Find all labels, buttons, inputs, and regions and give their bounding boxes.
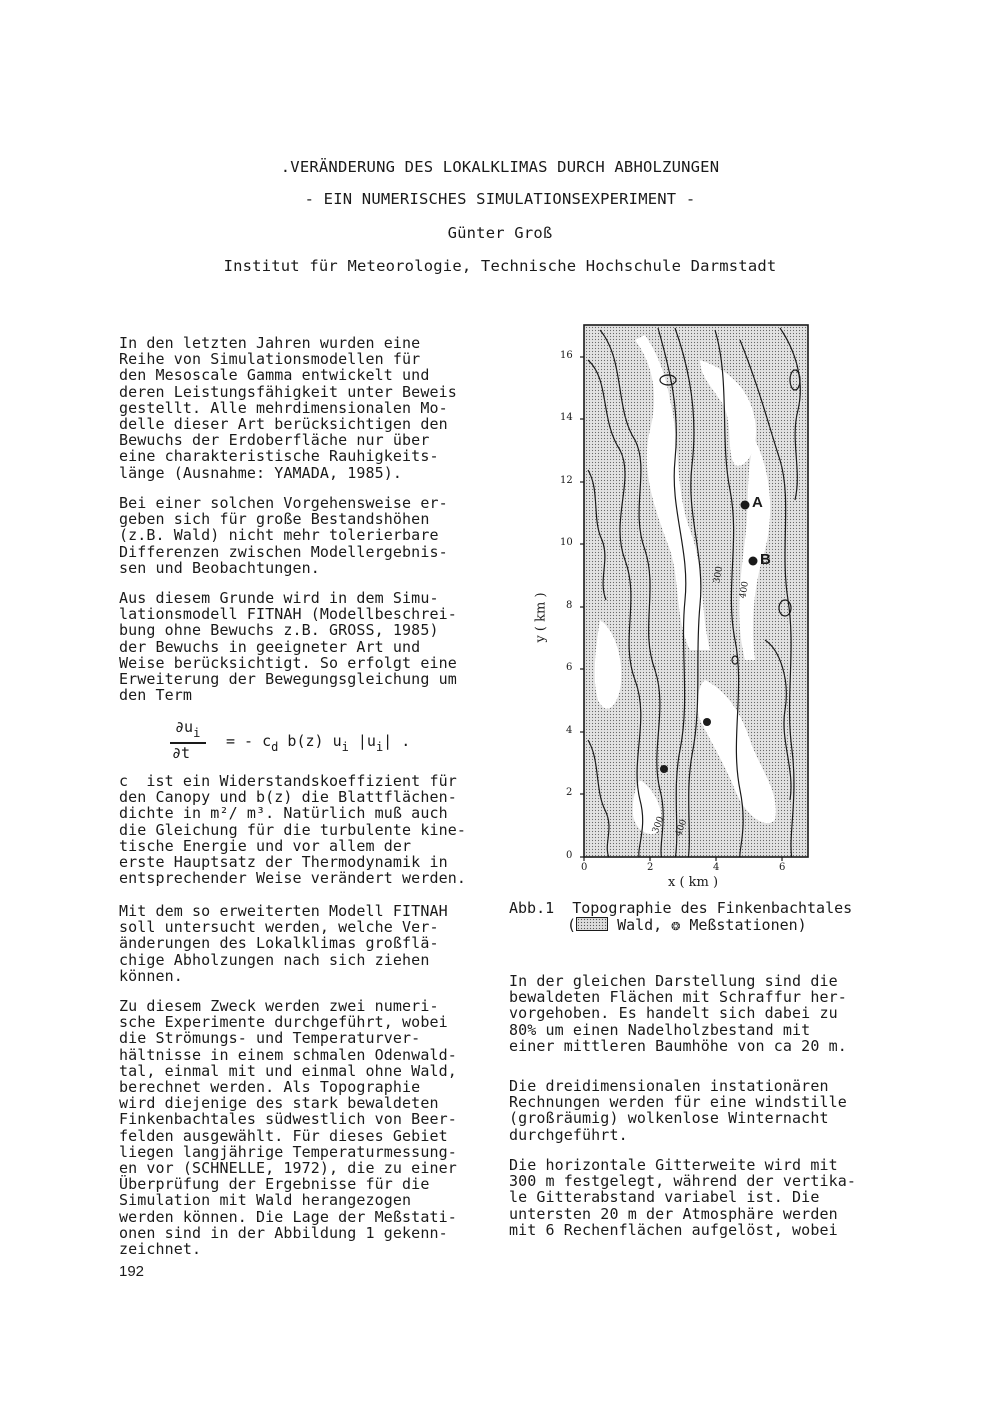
text-line: Die dreidimensionalen instationären — [509, 1077, 829, 1095]
text-line: In der gleichen Darstellung sind die — [509, 972, 838, 990]
left-paragraph-1 — [119, 335, 491, 481]
text-line: delle dieser Art berücksichtigen den — [119, 415, 448, 434]
y-tick-label: 4 — [566, 725, 573, 736]
text-line: einer mittleren Baumhöhe von ca 20 m. — [509, 1036, 847, 1055]
text-line: mit 6 Rechenflächen aufgelöst, wobei — [509, 1220, 838, 1239]
text-line: Überprüfung der Ergebnisse für die — [119, 1175, 430, 1194]
equation-right-hand-side: = - $c_d$ b(z) $u_i$ $|u_i|$ . — [226, 732, 411, 754]
text-line: soll untersucht werden, welche Ver- — [119, 918, 439, 937]
y-tick-label: 12 — [560, 475, 573, 486]
y-tick-label: 10 — [560, 537, 573, 548]
text-line: 300 m festgelegt, während der vertika- — [509, 1172, 856, 1191]
text-line: zeichnet. — [119, 1240, 202, 1259]
station-legend-icon: ❂ — [671, 916, 681, 934]
station-marker — [660, 765, 668, 773]
equation-numerator: $\partial u_i$ — [175, 718, 201, 740]
caption-wald: Wald, — [617, 916, 663, 934]
y-tick-label: 8 — [566, 600, 573, 611]
text-line: 80% um einen Nadelholzbestand mit — [509, 1020, 811, 1039]
station-marker — [703, 718, 711, 726]
text-line: bewaldeten Flächen mit Schraffur her- — [509, 988, 847, 1007]
right-paragraph-1 — [509, 973, 884, 1054]
text-line: onen sind in der Abbildung 1 gekenn- — [119, 1223, 448, 1242]
text-line: bung ohne Bewuchs z.B. GROSS, 1985) — [119, 621, 439, 640]
station-marker — [741, 501, 750, 510]
momentum-equation-term — [170, 718, 470, 768]
figure-caption — [509, 900, 852, 934]
text-line: änderungen des Lokalklimas großflä- — [119, 934, 439, 953]
text-line: sen und Beobachtungen. — [119, 558, 320, 577]
left-paragraph-6 — [119, 998, 491, 1257]
contour-value-label: 400 — [738, 580, 752, 600]
topography-map — [540, 320, 830, 895]
text-line: chige Abholzungen nach sich ziehen — [119, 950, 430, 969]
text-line: Simulation mit Wald herangezogen — [119, 1191, 412, 1210]
y-axis-label: y ( km ) — [533, 592, 549, 643]
text-line: werden können. Die Lage der Meßstati- — [119, 1207, 457, 1226]
x-tick-label: 2 — [647, 862, 654, 873]
text-line: In den letzten Jahren wurden eine — [119, 334, 421, 352]
text-line: (großräumig) wolkenlose Winternacht — [509, 1109, 829, 1128]
text-line: geben sich für große Bestandshöhen — [119, 510, 430, 529]
text-line: tische Energie und vor allem der — [119, 836, 412, 855]
text-line: berechnet werden. Als Topographie — [119, 1078, 421, 1097]
institute-affiliation: Institut für Meteorologie, Technische Hochschule Darmstadt — [223, 257, 777, 275]
text-line: den Mesoscale Gamma entwickelt und — [119, 366, 430, 385]
y-tick-label: 14 — [560, 412, 573, 423]
text-line: die Strömungs- und Temperaturver- — [119, 1029, 421, 1048]
text-line: en vor (SCHNELLE, 1972), die zu einer — [119, 1159, 457, 1178]
text-line: entsprechender Weise verändert werden. — [119, 869, 466, 888]
station-marker — [749, 557, 758, 566]
text-line: Die horizontale Gitterweite wird mit — [509, 1156, 838, 1174]
y-tick-label: 0 — [566, 850, 573, 861]
left-paragraph-5 — [119, 903, 491, 984]
page-number: 192 — [119, 1263, 145, 1280]
text-line: Bewuchs der Erdoberfläche nur über — [119, 431, 430, 450]
text-line: den Canopy und b(z) die Blattflächen- — [119, 788, 457, 807]
author-name: Günter Groß — [447, 224, 553, 242]
text-line: dichte in m²/ m³. Natürlich muß auch — [119, 804, 448, 823]
text-line: lationsmodell FITNAH (Modellbeschrei- — [119, 605, 457, 624]
y-tick-label: 16 — [560, 350, 573, 361]
paper-title-line-1: .VERÄNDERUNG DES LOKALKLIMAS DURCH ABHOLZUNGEN — [280, 158, 720, 176]
caption-prefix: Abb.1 — [509, 899, 555, 917]
text-line: tal, einmal mit und einmal ohne Wald, — [119, 1061, 457, 1080]
text-line: länge (Ausnahme: YAMADA, 1985). — [119, 463, 403, 482]
text-line: vorgehoben. Es handelt sich dabei zu — [509, 1004, 838, 1023]
x-tick-label: 4 — [713, 862, 720, 873]
text-line: Reihe von Simulationsmodellen für — [119, 350, 421, 369]
left-paragraph-4 — [119, 773, 491, 886]
text-line: Aus diesem Grunde wird in dem Simu- — [119, 589, 439, 607]
left-paragraph-3 — [119, 590, 491, 703]
text-line: gestellt. Alle mehrdimensionalen Mo- — [119, 398, 448, 417]
text-line: felden ausgewählt. Für dieses Gebiet — [119, 1126, 448, 1145]
station-label-a: A — [752, 494, 763, 511]
text-line: untersten 20 m der Atmosphäre werden — [509, 1204, 838, 1223]
y-tick-label: 2 — [566, 787, 573, 798]
equation-denominator: ∂t — [172, 744, 191, 762]
text-line: Bei einer solchen Vorgehensweise er- — [119, 494, 448, 512]
x-tick-label: 0 — [581, 862, 588, 873]
text-line: wird diejenige des stark bewaldeten — [119, 1094, 439, 1113]
x-tick-label: 6 — [779, 862, 786, 873]
paper-title-line-2: - EIN NUMERISCHES SIMULATIONSEXPERIMENT - — [304, 190, 696, 208]
text-line: die Gleichung für die turbulente kine- — [119, 820, 466, 839]
contour-value-label: 300 — [712, 565, 726, 585]
caption-title: Topographie des Finkenbachtales — [572, 899, 853, 917]
text-line: sche Experimente durchgeführt, wobei — [119, 1013, 448, 1032]
text-line: können. — [119, 966, 183, 985]
text-line: (z.B. Wald) nicht mehr tolerierbare — [119, 526, 439, 545]
text-line: Weise berücksichtigt. So erfolgt eine — [119, 653, 457, 672]
text-line: erste Hauptsatz der Thermodynamik in — [119, 853, 448, 872]
contour-value-label: 400 — [673, 818, 690, 838]
text-line: der Bewuchs in geeigneter Art und — [119, 637, 421, 656]
text-line: c ist ein Widerstandskoeffizient für — [119, 772, 457, 790]
text-line: eine charakteristische Rauhigkeits- — [119, 447, 439, 466]
right-paragraph-2 — [509, 1078, 884, 1143]
text-line: Differenzen zwischen Modellergebnis- — [119, 542, 448, 561]
text-line: Rechnungen werden für eine windstille — [509, 1093, 847, 1112]
caption-paren: ( — [567, 916, 577, 934]
x-axis-label: x ( km ) — [668, 875, 719, 890]
text-line: hältnisse in einem schmalen Odenwald- — [119, 1045, 457, 1064]
caption-stations: Meßstationen) — [689, 916, 807, 934]
station-label-b: B — [760, 551, 771, 568]
text-line: Erweiterung der Bewegungsgleichung um — [119, 670, 457, 689]
forest-legend-swatch — [576, 917, 608, 931]
left-paragraph-2 — [119, 495, 491, 576]
contour-value-label: 300 — [650, 815, 667, 835]
topography-figure — [533, 320, 830, 895]
right-paragraph-3 — [509, 1157, 884, 1238]
text-line: durchgeführt. — [509, 1125, 628, 1144]
text-line: den Term — [119, 686, 193, 705]
text-line: Finkenbachtales südwestlich von Beer- — [119, 1110, 457, 1129]
y-tick-label: 6 — [566, 662, 573, 673]
text-line: Mit dem so erweiterten Modell FITNAH — [119, 902, 448, 920]
text-line: Zu diesem Zweck werden zwei numeri- — [119, 997, 439, 1015]
text-line: deren Leistungsfähigkeit unter Beweis — [119, 382, 457, 401]
text-line: liegen langjährige Temperaturmessung- — [119, 1142, 457, 1161]
text-line: le Gitterabstand variabel ist. Die — [509, 1188, 820, 1207]
